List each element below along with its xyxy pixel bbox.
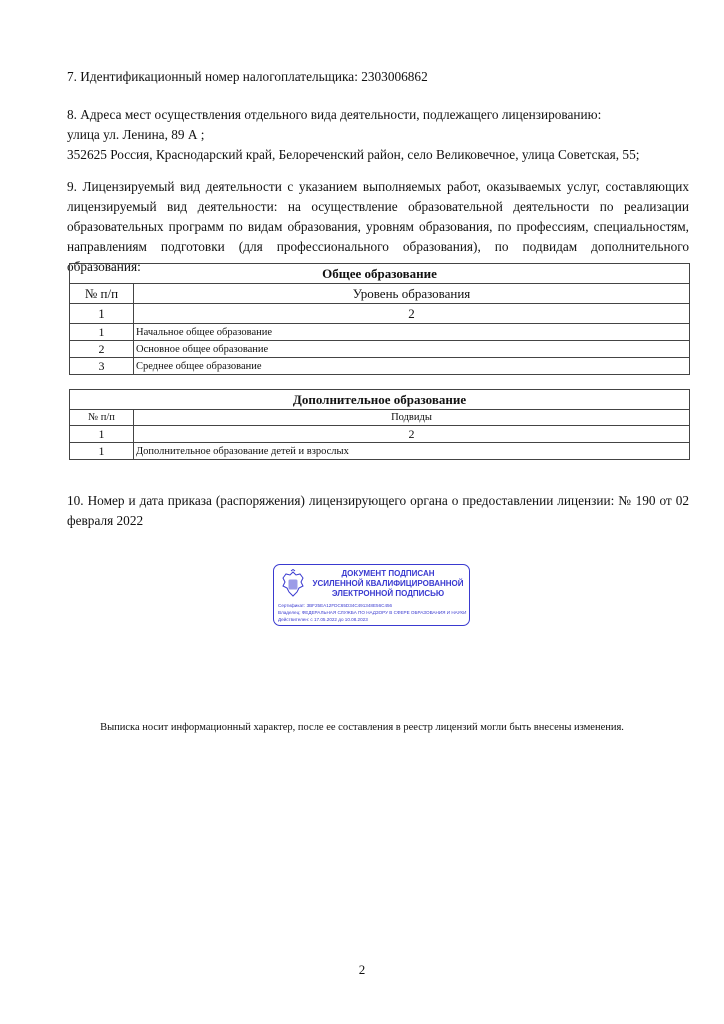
column-number-2: 2 [134, 304, 690, 324]
row-number: 1 [70, 443, 134, 460]
table-title: Дополнительное образование [70, 390, 690, 410]
column-header-number: № п/п [70, 410, 134, 426]
row-name: Дополнительное образование детей и взрослых [134, 443, 690, 460]
row-name: Основное общее образование [134, 341, 690, 358]
electronic-signature-stamp [273, 564, 470, 626]
item-7-inn: 7. Идентификационный номер налогоплательщика: 2303006862 [67, 69, 428, 84]
address-1: улица ул. Ленина, 89 А ; [67, 127, 205, 142]
column-header-subtypes: Подвиды [134, 410, 690, 426]
additional-education-table [69, 389, 690, 460]
column-number-1: 1 [70, 426, 134, 443]
table-row [70, 358, 690, 375]
stamp-title: ДОКУМЕНТ ПОДПИСАН УСИЛЕННОЙ КВАЛИФИЦИРОВАННОЙ ЭЛЕКТРОННОЙ ПОДПИСЬЮ [312, 569, 464, 598]
table-title: Общее образование [70, 264, 690, 284]
table-row [70, 341, 690, 358]
column-header-number: № п/п [70, 284, 134, 304]
table-row [70, 443, 690, 460]
stamp-validity: Действителен: с 17.05.2022 до 10.08.2023 [278, 617, 368, 622]
coat-of-arms-icon [280, 569, 306, 599]
stamp-certificate: Сертификат: 3BF25EA12FDC65D34C491348E56C456 [278, 603, 393, 608]
table-row [70, 324, 690, 341]
row-number: 1 [70, 324, 134, 341]
row-name: Начальное общее образование [134, 324, 690, 341]
item-8-heading: 8. Адреса мест осуществления отдельного вида деятельности, подлежащего лицензированию: [67, 107, 602, 122]
general-education-table [69, 263, 690, 375]
item-10-order: 10. Номер и дата приказа (распоряжения) лицензирующего органа о предоставлении лицензии: № 190 от 02 февраля 2022 [67, 493, 689, 528]
item-9-activity: 9. Лицензируемый вид деятельности с указанием выполняемых работ, оказываемых услуг, составляющих лицензируемый вид деятельности: на осуществление образовательной деятельности по реализации образовательных программ по видам образования, уровням образования, по профессиям, специальностям, направлениям подготовки (для профессионального образования), по подвидам дополнительного образования: [67, 179, 689, 274]
column-number-1: 1 [70, 304, 134, 324]
item-8-addresses [67, 105, 689, 165]
row-name: Среднее общее образование [134, 358, 690, 375]
row-number: 2 [70, 341, 134, 358]
column-number-2: 2 [134, 426, 690, 443]
disclaimer-note: Выписка носит информационный характер, после ее составления в реестр лицензий могли быть внесены изменения. [100, 722, 624, 733]
column-header-level: Уровень образования [134, 284, 690, 304]
stamp-owner: Владелец: ФЕДЕРАЛЬНАЯ СЛУЖБА ПО НАДЗОРУ В СФЕРЕ ОБРАЗОВАНИЯ И НАУКИ [278, 610, 467, 615]
row-number: 3 [70, 358, 134, 375]
page-number: 2 [358, 962, 366, 977]
address-2: 352625 Россия, Краснодарский край, Белореченский район, село Великовечное, улица Советская, 55; [67, 147, 640, 162]
